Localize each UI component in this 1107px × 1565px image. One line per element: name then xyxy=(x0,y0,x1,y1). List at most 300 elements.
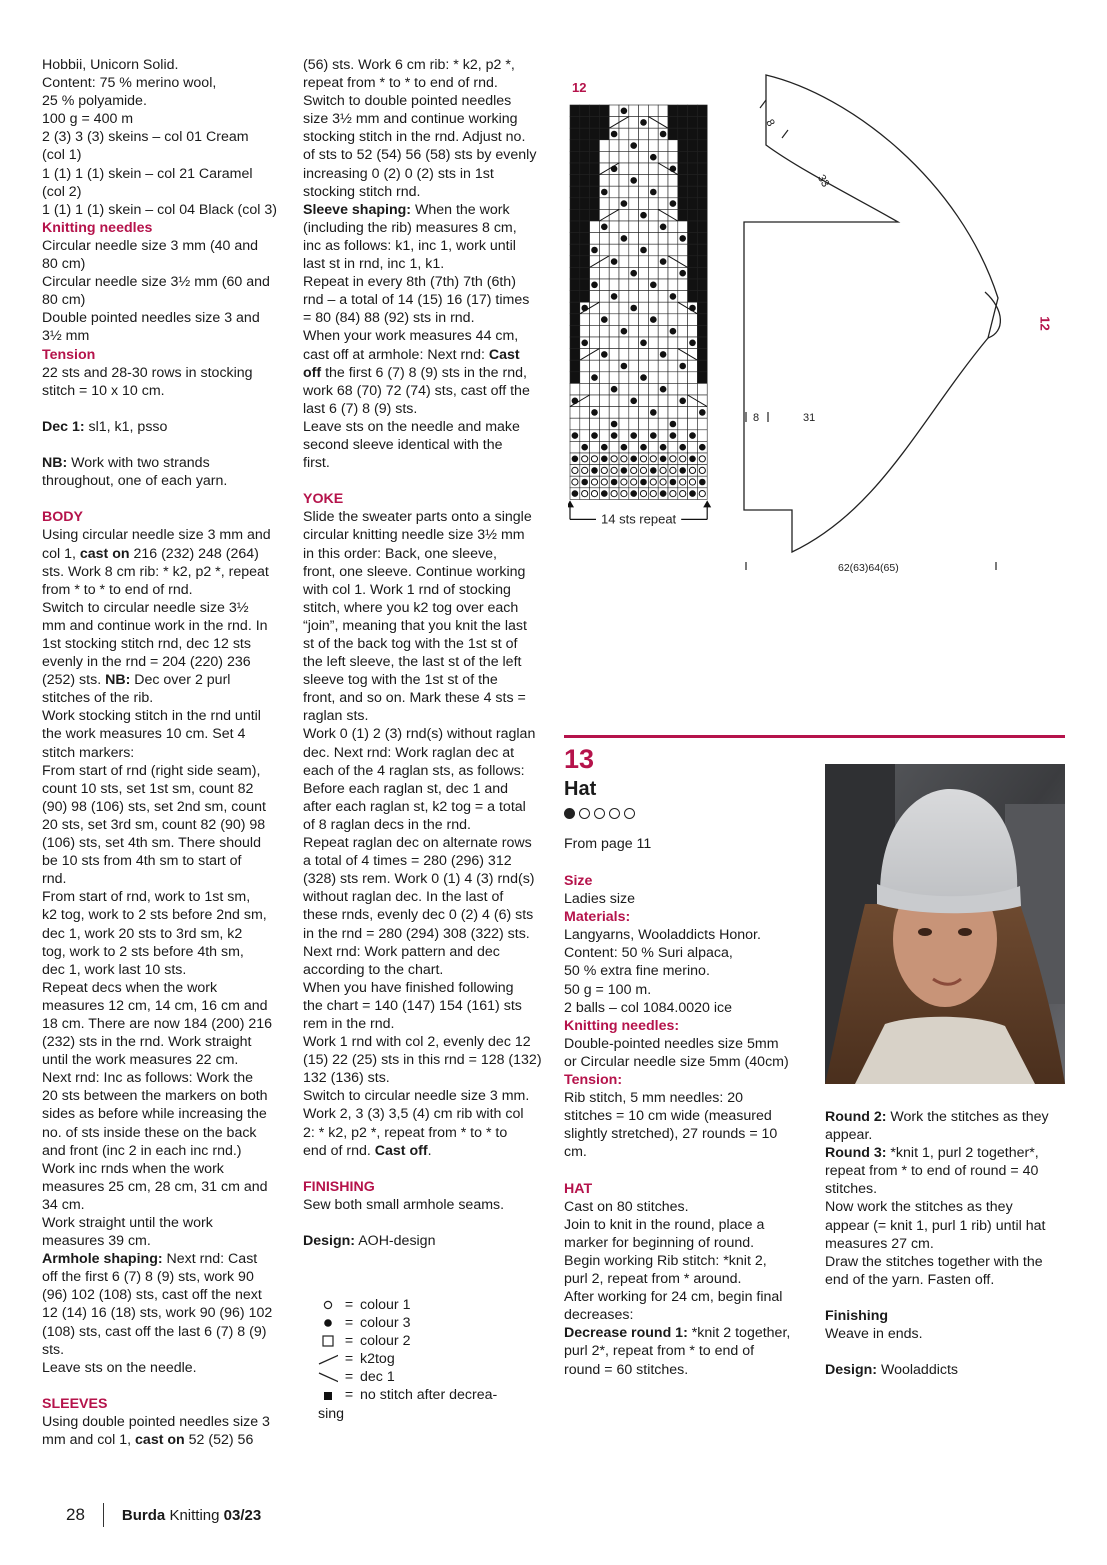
text-line: Rib stitch, 5 mm needles: 20 xyxy=(564,1090,743,1107)
chart-dot xyxy=(699,479,706,486)
chart-ring xyxy=(680,491,686,497)
chart-cell xyxy=(688,105,698,117)
chart-ring xyxy=(699,491,705,497)
text-line: the left sleeve, the last st of the left xyxy=(303,654,522,671)
chart-cell xyxy=(658,163,668,175)
chart-cell xyxy=(648,209,658,221)
chart-cell xyxy=(570,407,580,419)
chart-cell xyxy=(678,140,688,152)
text-line: Cast on 80 stitches. xyxy=(564,1198,689,1215)
text-line: Using double pointed needles size 3 xyxy=(42,1414,270,1431)
chart-cell xyxy=(639,128,649,140)
text-line: raglan sts. xyxy=(303,708,369,725)
hat-column-2 xyxy=(825,1108,1070,1379)
hat-photo xyxy=(825,764,1065,1084)
chart-cell xyxy=(648,441,658,453)
chart-dot xyxy=(679,467,686,474)
text-line: Switch to circular needle size 3 mm. xyxy=(303,1088,530,1105)
chart-dot xyxy=(699,444,706,451)
chart-cell xyxy=(648,383,658,395)
chart-cell xyxy=(580,175,590,187)
chart-ring xyxy=(611,467,617,473)
chart-cell xyxy=(688,314,698,326)
chart-cell xyxy=(580,267,590,279)
chart-cell xyxy=(678,291,688,303)
chart-cell xyxy=(619,337,629,349)
text-line: Switch to circular needle size 3½ xyxy=(42,599,249,616)
chart-cell xyxy=(697,418,707,430)
chart-dot xyxy=(601,224,608,231)
text-line: BODY xyxy=(42,509,83,526)
chart-cell xyxy=(590,140,600,152)
footer-brand: Burda Knitting 03/23 xyxy=(121,1506,262,1524)
chart-cell xyxy=(580,349,590,361)
chart-cell xyxy=(658,430,668,442)
text-line: (col 1) xyxy=(42,147,82,164)
chart-cell xyxy=(570,441,580,453)
chart-ring xyxy=(680,456,686,462)
chart-cell xyxy=(599,430,609,442)
text-line: Using circular needle size 3 mm and xyxy=(42,527,271,544)
chart-cell xyxy=(609,407,619,419)
legend-row xyxy=(318,1296,497,1314)
chart-cell xyxy=(678,372,688,384)
chart-cell xyxy=(668,267,678,279)
chart-cell xyxy=(639,325,649,337)
text-line: 2 balls – col 1084.0020 ice xyxy=(564,999,733,1016)
chart-cell xyxy=(580,209,590,221)
text-line: Materials: xyxy=(564,909,631,926)
difficulty-rating xyxy=(564,808,635,819)
text-line: Decrease round 1: *knit 2 together, xyxy=(564,1325,791,1342)
chart-dot xyxy=(630,456,637,463)
chart-cell xyxy=(570,349,580,361)
chart-cell xyxy=(619,395,629,407)
chart-cell xyxy=(648,360,658,372)
chart-cell xyxy=(678,279,688,291)
chart-cell xyxy=(697,267,707,279)
text-line xyxy=(42,436,288,454)
chart-cell xyxy=(629,279,639,291)
text-line: in the rnd = 280 (294) 308 (322) sts. xyxy=(303,925,530,942)
chart-cell xyxy=(590,186,600,198)
chart-cell xyxy=(590,325,600,337)
text-line: purl 2, repeat from * around. xyxy=(564,1271,742,1288)
chart-cell xyxy=(599,360,609,372)
text-line: 20 sts, set 3rd sm, count 82 (90) 98 xyxy=(42,816,266,833)
text-line: these rnds, evenly dec 0 (2) 4 (6) sts xyxy=(303,907,534,924)
text-line xyxy=(825,1289,1070,1307)
text-line: 22 sts and 28-30 rows in stocking xyxy=(42,364,253,381)
chart-dot xyxy=(591,374,598,381)
chart-cell xyxy=(580,105,590,117)
text-line: Sleeve shaping: When the work xyxy=(303,201,510,218)
chart-legend xyxy=(318,1296,497,1423)
chart-cell xyxy=(658,175,668,187)
chart-cell xyxy=(688,279,698,291)
chart-cell xyxy=(688,291,698,303)
chart-cell xyxy=(639,256,649,268)
chart-ring xyxy=(591,456,597,462)
chart-cell xyxy=(580,372,590,384)
chart-ring xyxy=(611,456,617,462)
text-line: according to the chart. xyxy=(303,961,444,978)
chart-cell xyxy=(658,140,668,152)
chart-dot xyxy=(660,490,667,497)
chart-cell xyxy=(619,302,629,314)
text-line: decreases: xyxy=(564,1307,634,1324)
chart-cell xyxy=(678,105,688,117)
text-line: stitch = 10 x 10 cm. xyxy=(42,382,165,399)
chart-cell xyxy=(599,372,609,384)
chart-cell xyxy=(590,302,600,314)
schematic-label-31: 31 xyxy=(803,412,816,424)
chart-cell xyxy=(599,244,609,256)
chart-ring xyxy=(699,456,705,462)
chart-cell xyxy=(688,221,698,233)
chart-ring xyxy=(689,479,695,485)
chart-ring xyxy=(631,479,637,485)
chart-cell xyxy=(648,140,658,152)
chart-cell xyxy=(570,302,580,314)
chart-cell xyxy=(609,105,619,117)
chart-cell xyxy=(668,360,678,372)
chart-dot xyxy=(670,200,677,207)
chart-cell xyxy=(658,291,668,303)
chart-cell xyxy=(570,279,580,291)
chart-cell xyxy=(599,418,609,430)
text-line: Join to knit in the round, place a xyxy=(564,1216,765,1233)
chart-cell xyxy=(570,163,580,175)
chart-cell xyxy=(580,128,590,140)
text-line: work 68 (70) 72 (74) sts, cast off the xyxy=(303,382,530,399)
chart-cell xyxy=(658,186,668,198)
chart-cell xyxy=(697,430,707,442)
chart-dot xyxy=(611,432,618,439)
chart-cell xyxy=(619,128,629,140)
text-line: stitch, where you k2 tog over each xyxy=(303,599,519,616)
chart-dot xyxy=(611,479,618,486)
chart-cell xyxy=(668,372,678,384)
text-line: size 3½ mm and continue working xyxy=(303,111,518,128)
chart-cell xyxy=(590,233,600,245)
chart-cell xyxy=(678,418,688,430)
chart-dot xyxy=(640,247,647,254)
chart-cell xyxy=(648,302,658,314)
chart-cell xyxy=(668,175,678,187)
chart-dot xyxy=(660,386,667,393)
chart-cell xyxy=(599,407,609,419)
instructions-column-1 xyxy=(42,56,288,1449)
chart-cell xyxy=(688,418,698,430)
pattern-number: 13 xyxy=(564,744,595,774)
text-line: NB: Work with two strands xyxy=(42,455,210,472)
chart-cell xyxy=(639,383,649,395)
chart-cell xyxy=(668,407,678,419)
difficulty-empty-icon xyxy=(579,808,590,819)
chart-dot xyxy=(670,328,677,335)
chart-cell xyxy=(668,314,678,326)
chart-dot xyxy=(630,142,637,149)
chart-cell xyxy=(629,117,639,129)
chart-cell xyxy=(599,128,609,140)
text-line: Design: AOH-design xyxy=(303,1233,436,1250)
chart-cell xyxy=(668,441,678,453)
chart-cell xyxy=(570,209,580,221)
chart-cell xyxy=(629,349,639,361)
chart-cell xyxy=(570,314,580,326)
chart-cell xyxy=(619,186,629,198)
chart-cell xyxy=(629,244,639,256)
legend-label: sing xyxy=(318,1405,345,1422)
text-line: in this order: Back, one sleeve, xyxy=(303,545,497,562)
chart-cell xyxy=(609,233,619,245)
chart-dot xyxy=(689,432,696,439)
chart-cell xyxy=(688,186,698,198)
text-line: last 6 (7) 8 (9) sts. xyxy=(303,400,418,417)
chart-ring xyxy=(591,491,597,497)
text-line: the chart = 140 (147) 154 (161) sts xyxy=(303,997,522,1014)
text-line: be 10 sts from 4th sm to start of xyxy=(42,853,242,870)
text-line: cm. xyxy=(564,1144,587,1161)
text-line: (col 2) xyxy=(42,183,82,200)
difficulty-filled-icon xyxy=(564,808,575,819)
chart-cell xyxy=(697,163,707,175)
chart-dot xyxy=(679,398,686,405)
chart-cell xyxy=(629,372,639,384)
chart-cell xyxy=(570,128,580,140)
text-line xyxy=(42,1377,288,1395)
legend-row xyxy=(318,1350,497,1368)
chart-dot xyxy=(621,200,628,207)
chart-ring xyxy=(631,467,637,473)
chart-cell xyxy=(599,325,609,337)
chart-cell xyxy=(697,105,707,117)
legend-equals: = xyxy=(344,1333,354,1350)
chart-dot xyxy=(601,316,608,323)
text-line: Hobbii, Unicorn Solid. xyxy=(42,57,179,73)
text-line: (90) 98 (106) sts, set 2nd sm, count xyxy=(42,798,266,815)
text-line: (252) sts. NB: Dec over 2 purl xyxy=(42,672,231,689)
chart-cell xyxy=(697,360,707,372)
chart-cell xyxy=(697,140,707,152)
chart-dot xyxy=(591,247,598,254)
chart-cell xyxy=(678,186,688,198)
hat-column-1 xyxy=(564,872,810,1379)
text-line: Finishing xyxy=(825,1308,889,1325)
chart-dot xyxy=(621,235,628,242)
text-line: (232) sts in the rnd. Work straight xyxy=(42,1034,252,1051)
text-line: inc as follows: k1, inc 1, work until xyxy=(303,237,516,254)
chart-cell xyxy=(570,267,580,279)
chart-cell xyxy=(619,418,629,430)
chart-cell xyxy=(658,267,668,279)
text-line: Circular needle size 3½ mm (60 and xyxy=(42,274,270,291)
chart-ring xyxy=(621,491,627,497)
chart-cell xyxy=(688,360,698,372)
chart-ring xyxy=(601,479,607,485)
chart-dot xyxy=(572,490,579,497)
chart-dot xyxy=(630,177,637,184)
text-line: 50 % extra fine merino. xyxy=(564,963,710,980)
chart-cell xyxy=(678,128,688,140)
chart-cell xyxy=(629,163,639,175)
chart-dot xyxy=(611,131,618,138)
chart-ring xyxy=(670,491,676,497)
chart-cell xyxy=(678,407,688,419)
chart-cell xyxy=(688,383,698,395)
chart-cell xyxy=(590,291,600,303)
chart-dot xyxy=(630,490,637,497)
chart-cell xyxy=(678,256,688,268)
chart-cell xyxy=(580,314,590,326)
text-line: 12 (14) 16 (18) sts, work 90 (96) 102 xyxy=(42,1305,273,1322)
chart-cell xyxy=(639,267,649,279)
chart-cell xyxy=(639,175,649,187)
text-line: purl 2*, repeat from * to end of xyxy=(564,1343,755,1360)
chart-ring xyxy=(650,456,656,462)
chart-cell xyxy=(668,128,678,140)
legend-equals: = xyxy=(344,1351,354,1368)
chart-cell xyxy=(678,349,688,361)
chart-dot xyxy=(679,363,686,370)
colourwork-chart xyxy=(568,100,718,530)
text-line: Ladies size xyxy=(564,891,635,908)
chart-dot xyxy=(689,340,696,347)
chart-cell xyxy=(629,291,639,303)
chart-cell xyxy=(570,256,580,268)
text-line: Work 0 (1) 2 (3) rnd(s) without raglan xyxy=(303,726,536,743)
chart-cell xyxy=(599,163,609,175)
chart-cell xyxy=(688,441,698,453)
chart-cell xyxy=(678,117,688,129)
chart-ring xyxy=(689,467,695,473)
chart-cell xyxy=(629,407,639,419)
chart-ring xyxy=(640,456,646,462)
chart-cell xyxy=(609,221,619,233)
chart-cell xyxy=(629,221,639,233)
text-line: front, one sleeve. Continue working xyxy=(303,563,526,580)
text-line: Leave sts on the needle and make xyxy=(303,418,520,435)
chart-cell xyxy=(688,349,698,361)
text-line: Repeat in every 8th (7th) 7th (6th) xyxy=(303,274,516,291)
text-line: a total of 4 times = 280 (296) 312 xyxy=(303,853,512,870)
chart-cell xyxy=(639,407,649,419)
chart-cell xyxy=(570,151,580,163)
chart-dot xyxy=(611,386,618,393)
legend-symbol-icon xyxy=(318,1370,338,1384)
page-number: 28 xyxy=(66,1505,85,1524)
text-line: Size xyxy=(564,873,593,889)
repeat-label: 14 sts repeat xyxy=(601,511,677,527)
chart-cell xyxy=(688,395,698,407)
chart-cell xyxy=(570,175,580,187)
chart-dot xyxy=(601,490,608,497)
chart-ring xyxy=(582,491,588,497)
chart-cell xyxy=(648,221,658,233)
chart-cell xyxy=(678,325,688,337)
chart-cell xyxy=(599,233,609,245)
chart-cell xyxy=(678,302,688,314)
footer-separator xyxy=(103,1503,104,1527)
chart-cell xyxy=(609,441,619,453)
chart-dot xyxy=(650,409,657,416)
chart-cell xyxy=(619,244,629,256)
text-line: 18 cm. There are now 184 (200) 216 xyxy=(42,1015,273,1032)
chart-cell xyxy=(590,395,600,407)
chart-dot xyxy=(660,444,667,451)
chart-cell xyxy=(609,372,619,384)
legend-label: colour 3 xyxy=(360,1315,411,1332)
text-line: Langyarns, Wooladdicts Honor. xyxy=(564,927,761,944)
text-line: measures 39 cm. xyxy=(42,1233,151,1250)
chart-cell xyxy=(648,256,658,268)
chart-cell xyxy=(629,198,639,210)
text-line: SLEEVES xyxy=(42,1395,108,1412)
text-line: sts. Work 8 cm rib: * k2, p2 *, repeat xyxy=(42,563,269,580)
chart-dot xyxy=(640,374,647,381)
text-line: = 80 (84) 88 (92) sts in rnd. xyxy=(303,310,475,327)
legend-label: colour 1 xyxy=(360,1297,411,1313)
chart-cell xyxy=(580,233,590,245)
text-line: Tension: xyxy=(564,1072,623,1089)
chart-dot xyxy=(621,444,628,451)
text-line: Repeat decs when the work xyxy=(42,979,218,996)
chart-cell xyxy=(668,209,678,221)
text-line: Design: Wooladdicts xyxy=(825,1362,958,1379)
chart-cell xyxy=(639,418,649,430)
chart-cell xyxy=(599,256,609,268)
chart-cell xyxy=(609,117,619,129)
text-line: stocking stitch in the rnd. Adjust no. xyxy=(303,129,526,146)
text-line: end of rnd. Cast off. xyxy=(303,1142,432,1159)
chart-cell xyxy=(639,430,649,442)
chart-cell xyxy=(697,279,707,291)
text-line xyxy=(303,1160,548,1178)
chart-cell xyxy=(590,418,600,430)
text-line xyxy=(42,400,288,418)
chart-cell xyxy=(580,151,590,163)
text-line: Now work the stitches as they xyxy=(825,1199,1013,1216)
chart-cell xyxy=(590,209,600,221)
chart-cell xyxy=(609,140,619,152)
schematic-number: 12 xyxy=(1037,316,1053,331)
text-line xyxy=(564,1162,810,1180)
chart-dot xyxy=(591,409,598,416)
chart-cell xyxy=(688,140,698,152)
chart-cell xyxy=(629,383,639,395)
chart-cell xyxy=(609,314,619,326)
legend-row xyxy=(318,1405,497,1423)
chart-cell xyxy=(639,163,649,175)
chart-dot xyxy=(621,363,628,370)
text-line: Work stocking stitch in the rnd until xyxy=(42,708,261,725)
chart-cell xyxy=(658,244,668,256)
legend-equals: = xyxy=(344,1387,354,1404)
chart-dot xyxy=(601,444,608,451)
chart-cell xyxy=(697,233,707,245)
chart-ring xyxy=(621,479,627,485)
chart-cell xyxy=(590,175,600,187)
chart-ring xyxy=(660,467,666,473)
text-line: count 10 sts, set 1st sm, count 82 xyxy=(42,780,254,797)
chart-cell xyxy=(648,117,658,129)
text-line: Knitting needles: xyxy=(564,1017,680,1034)
chart-cell xyxy=(639,291,649,303)
chart-dot xyxy=(621,328,628,335)
difficulty-empty-icon xyxy=(609,808,620,819)
chart-cell xyxy=(609,279,619,291)
